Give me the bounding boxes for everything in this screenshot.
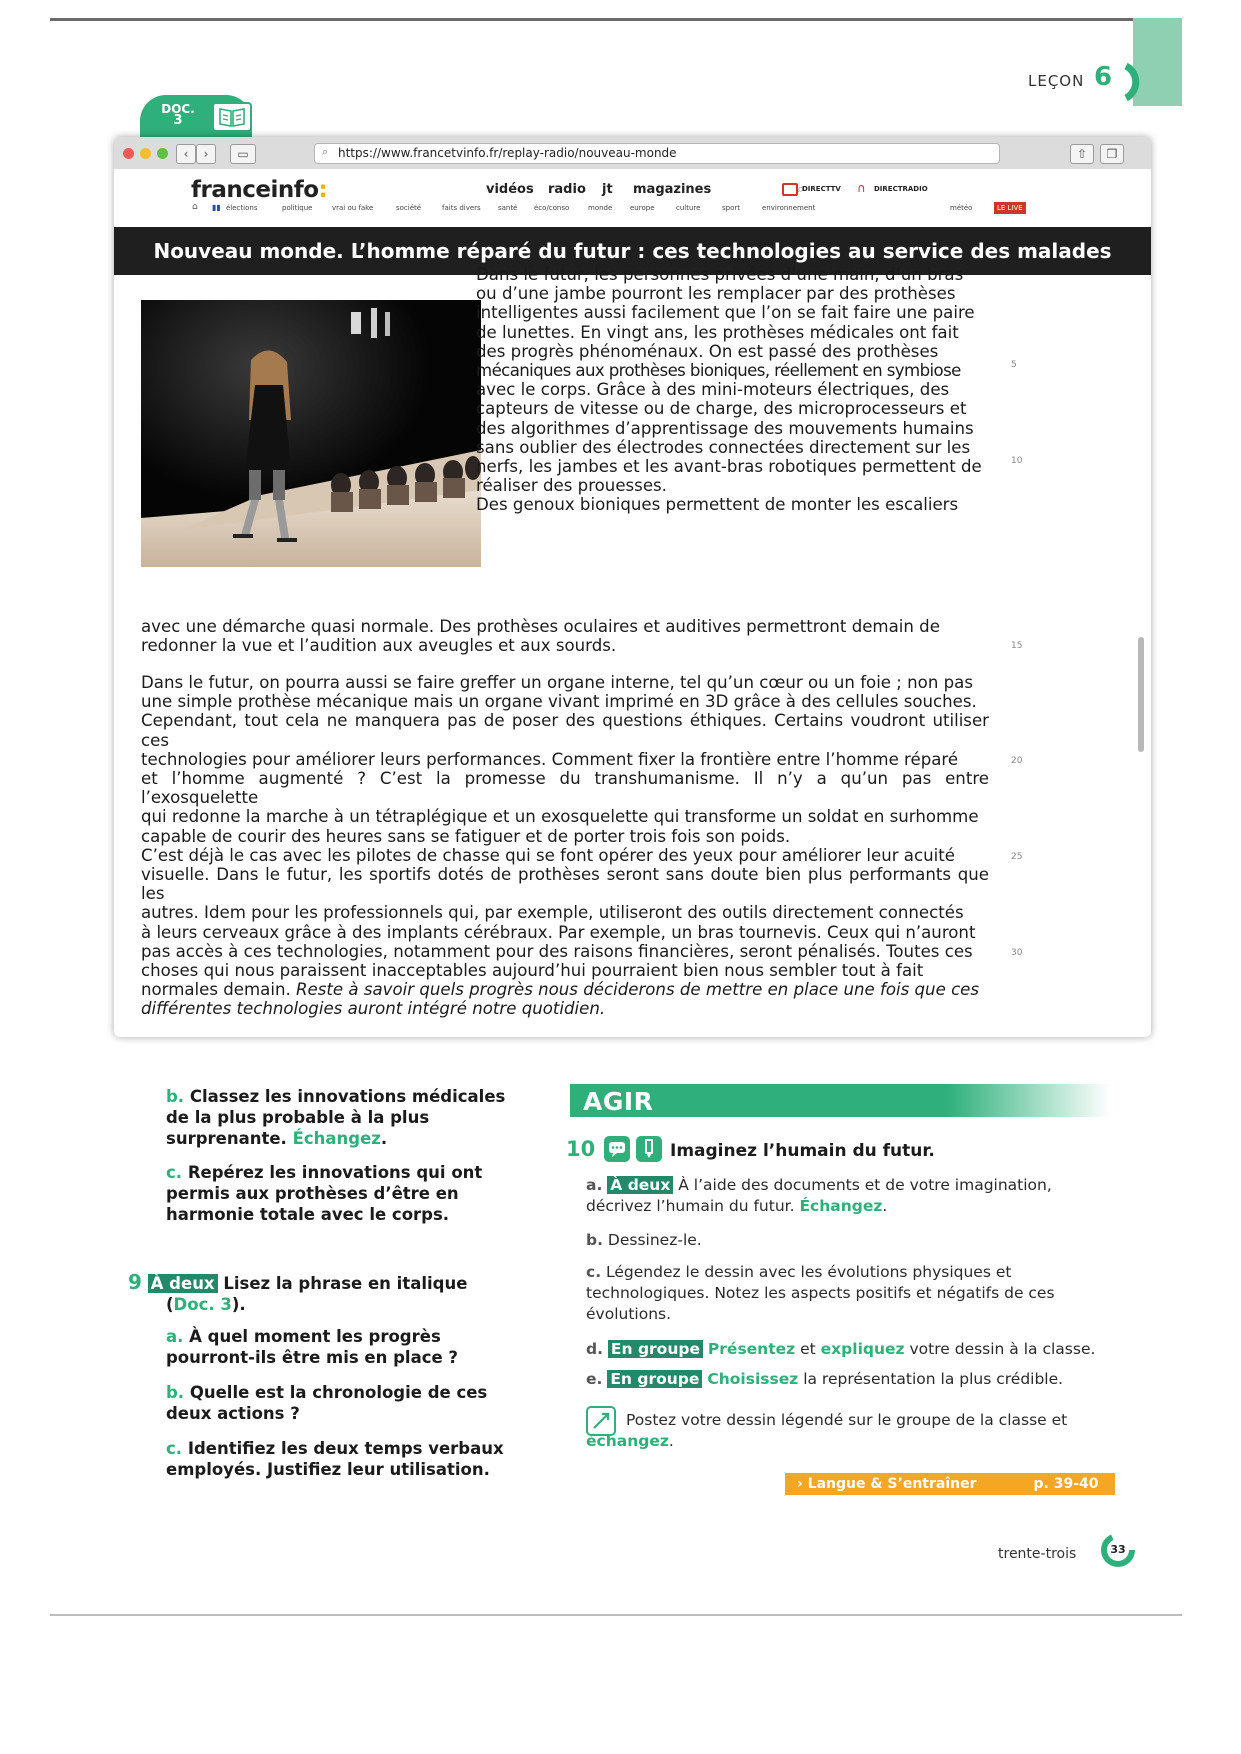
subnav-societe[interactable]: société <box>396 204 422 212</box>
reference-link[interactable]: › Langue & S’entraîner <box>785 1473 1017 1495</box>
question-9a <box>166 1326 546 1368</box>
line-number: 15 <box>1011 641 1023 651</box>
activity-text: évolutions. <box>586 1305 672 1323</box>
question-text: harmonie totale avec le corps. <box>166 1205 450 1224</box>
question-text: surprenante. <box>166 1129 287 1148</box>
nav-magazines[interactable]: magazines <box>633 182 712 197</box>
site-search-icon[interactable]: ⌕ <box>797 182 805 197</box>
article-line: à leurs cerveaux grâce à des implants cérébraux. Par exemple, un bras tournevis. Ceux qui n’auront <box>141 922 976 942</box>
article-line: et l’homme augmenté ? C’est la promesse du transhumanisme. Il n’y a qu’un pas entre l’exosquelette <box>141 769 989 808</box>
question-line <box>128 1294 548 1315</box>
reference-label: Langue & S’entraîner <box>807 1476 977 1492</box>
article-italic: Reste à savoir quels progrès nous déciderons de mettre en place une fois que ces <box>296 980 980 1000</box>
article-line: capable de courir des heures sans se fatiguer et de porter trois fois son poids. <box>141 826 791 846</box>
article-photo <box>141 300 481 567</box>
article-line: pas accès à ces technologies, notamment pour des raisons financières, seront pénalisés. Toutes ces <box>141 941 973 961</box>
subnav-sport[interactable]: sport <box>722 204 740 212</box>
article-line: Dans le futur, on pourra aussi se faire greffer un organe interne, tel qu’un cœur ou un foie ; non pas <box>141 673 973 692</box>
activity-number: 10 <box>566 1137 596 1161</box>
activity-10a <box>586 1175 1126 1217</box>
article-paragraph-2-rest <box>141 617 989 655</box>
reference-arrow <box>1005 1473 1017 1495</box>
line-number: 10 <box>1011 456 1023 466</box>
question-text: ). <box>231 1295 246 1314</box>
brand-name: franceinfo <box>191 177 319 203</box>
activity-text: et <box>800 1340 816 1358</box>
activity-letter: d. <box>586 1340 603 1358</box>
activity-text: Postez votre dessin légendé sur le groupe de la classe et <box>626 1411 1068 1429</box>
activity-10d <box>586 1339 1146 1360</box>
activity-letter: b. <box>586 1231 603 1249</box>
article-line: intelligentes aussi facilement que l’on se fait faire une paire <box>476 303 975 323</box>
subnav-eco-conso[interactable]: éco/conso <box>534 204 570 212</box>
article-line: mécaniques aux prothèses bioniques, réellement en symbiose <box>476 361 961 381</box>
article-line: visuelle. Dans le futur, les sportifs dotés de prothèses seront sans doute bien plus performants que les <box>141 865 989 904</box>
article-line: qui redonne la marche à un tétraplégique et un exosquelette qui transforme un soldat en surhomme <box>141 807 979 827</box>
activity-line: échangez. <box>586 1432 674 1450</box>
article-headline: Nouveau monde. L’homme réparé du futur : ces technologies au service des malades <box>153 239 1112 263</box>
speech-bubble-icon <box>604 1136 630 1162</box>
doc-label: DOC. <box>161 102 195 116</box>
share-icon[interactable]: ⇧ <box>1070 144 1094 164</box>
book-icon <box>212 102 252 132</box>
activity-text: Dessinez-le. <box>607 1231 702 1249</box>
subnav-culture[interactable]: culture <box>676 204 701 212</box>
subnav-europe[interactable]: europe <box>630 204 655 212</box>
question-text: employés. Justifiez leur utilisation. <box>166 1460 490 1479</box>
article-paragraph-3 <box>141 673 989 1019</box>
forward-icon[interactable]: › <box>196 144 216 164</box>
article-line: autres. Idem pour les professionnels qui, par exemple, utiliseront des outils directement connectés <box>141 903 964 923</box>
subnav-environnement[interactable]: environnement <box>762 204 816 212</box>
article-italic: différentes technologies auront intégré notre quotidien. <box>141 999 606 1019</box>
tabs-icon[interactable]: ❐ <box>1100 144 1124 164</box>
doc-badge-label <box>150 103 206 127</box>
explain-keyword: expliquez <box>820 1340 905 1358</box>
article-line: technologies pour améliorer leurs performances. Comment fixer la frontière entre l’homme réparé <box>141 749 959 769</box>
question-line <box>166 1438 546 1459</box>
question-text: À quel moment les progrès <box>189 1327 441 1346</box>
pair-work-tag: À deux <box>148 1274 218 1293</box>
activity-letter: a. <box>586 1176 603 1194</box>
activity-10b <box>586 1230 1126 1251</box>
article-line: des algorithmes d’apprentissage des mouvements humains <box>476 418 974 438</box>
question-text: de la plus probable à la plus <box>166 1108 430 1127</box>
activity-title: Imaginez l’humain du futur. <box>670 1141 935 1161</box>
group-work-tag: En groupe <box>608 1340 703 1358</box>
activity-line <box>586 1175 1126 1196</box>
line-number: 30 <box>1011 948 1023 958</box>
live-badge[interactable]: LE LIVE <box>994 202 1026 214</box>
question-letter: b. <box>166 1383 185 1402</box>
activity-post <box>586 1410 1126 1452</box>
activity-text: technologiques. Notez les aspects positifs et négatifs de ces <box>586 1284 1055 1302</box>
pencil-icon <box>636 1136 662 1162</box>
browser-window <box>114 137 1151 1037</box>
article-line: Des genoux bioniques permettent de monter les escaliers <box>476 495 959 515</box>
close-window-button[interactable] <box>123 148 134 159</box>
reference-pages[interactable]: p. 39-40 <box>1017 1473 1115 1495</box>
url-text: https://www.francetvinfo.fr/replay-radio/nouveau-monde <box>338 146 677 160</box>
article-paragraph-1 <box>476 265 989 515</box>
subnav-elections[interactable]: élections <box>226 204 258 212</box>
article-line: capteurs de vitesse ou de charge, des microprocesseurs et <box>476 399 967 419</box>
question-8b <box>166 1086 536 1149</box>
activity-line: décrivez l’humain du futur. Échangez. <box>586 1197 888 1215</box>
page-number-badge <box>1100 1532 1136 1568</box>
article-line: sans oublier des électrodes connectées directement sur les <box>476 437 971 457</box>
direct-tv-link[interactable]: DIRECTTV <box>802 185 841 193</box>
choose-keyword: Choisissez <box>707 1370 799 1388</box>
question-letter: c. <box>166 1163 183 1182</box>
question-9c <box>166 1438 546 1480</box>
question-9 <box>128 1272 548 1315</box>
back-icon[interactable]: ‹ <box>176 144 196 164</box>
article-line: Cependant, tout cela ne manquera pas de poser des questions éthiques. Certains voudront utiliser ces <box>141 711 989 750</box>
question-line <box>166 1326 546 1347</box>
question-text: ( <box>166 1295 174 1314</box>
question-text: permis aux prothèses d’être en <box>166 1184 459 1203</box>
article-line: ou d’une jambe pourront les remplacer par des prothèses <box>476 284 956 304</box>
question-text: Classez les innovations médicales <box>189 1087 506 1106</box>
activity-text: votre dessin à la classe. <box>909 1340 1096 1358</box>
nav-videos[interactable]: vidéos <box>486 182 534 197</box>
line-number: 25 <box>1011 852 1023 862</box>
question-text: pourront-ils être mis en place ? <box>166 1348 458 1367</box>
bottom-rule <box>50 1614 1182 1616</box>
sidebar-icon[interactable]: ▭ <box>230 144 256 164</box>
minimize-window-button[interactable] <box>140 148 151 159</box>
exchange-keyword: Échangez <box>292 1129 381 1148</box>
question-text: Identifiez les deux temps verbaux <box>187 1439 504 1458</box>
question-text: deux actions ? <box>166 1404 300 1423</box>
exchange-keyword: Échangez <box>799 1197 883 1215</box>
activity-text: À l’aide des documents et de votre imagination, <box>678 1176 1052 1194</box>
article-line: de lunettes. En vingt ans, les prothèses médicales ont fait <box>476 322 959 342</box>
question-text: Repérez les innovations qui ont <box>187 1163 483 1182</box>
article-line: réaliser des prouesses. <box>476 476 667 496</box>
doc-number: 3 <box>173 113 183 128</box>
article-line: redonner la vue et l’audition aux aveugles et aux sourds. <box>141 636 617 656</box>
subnav-politique[interactable]: politique <box>282 204 313 212</box>
scrollbar[interactable] <box>1138 637 1144 752</box>
maximize-window-button[interactable] <box>157 148 168 159</box>
lesson-arc-icon <box>1122 62 1158 102</box>
doc-reference: Doc. 3 <box>173 1295 232 1314</box>
subnav-vrai-ou-fake[interactable]: vrai ou fake <box>332 204 374 212</box>
subnav-monde[interactable]: monde <box>588 204 613 212</box>
question-letter: c. <box>166 1439 183 1458</box>
site-logo[interactable] <box>191 177 327 203</box>
article-line: Dans le futur, les personnes privées d’une main, d’un bras <box>476 265 964 284</box>
home-icon[interactable]: ⌂ <box>192 202 198 212</box>
direct-radio-link[interactable]: DIRECTRADIO <box>874 185 928 193</box>
lesson-label: LEÇON <box>1028 72 1085 90</box>
activity-text: Légendez le dessin avec les évolutions physiques et <box>606 1263 1012 1281</box>
article-line: nerfs, les jambes et les avant-bras robotiques permettent de <box>476 457 982 477</box>
question-line <box>166 1162 536 1183</box>
pair-work-tag: À deux <box>607 1176 673 1194</box>
brand-colon: : <box>318 177 328 203</box>
agir-title: AGIR <box>583 1087 654 1116</box>
line-number: 20 <box>1011 756 1023 766</box>
present-keyword: Présentez <box>707 1340 796 1358</box>
tv-icon <box>782 183 798 196</box>
question-number: 9 <box>128 1270 142 1294</box>
question-letter: a. <box>166 1327 184 1346</box>
article-line: une simple prothèse mécanique mais un organe vivant imprimé en 3D grâce à des cellules souches. <box>141 692 977 712</box>
question-8c <box>166 1162 536 1225</box>
exchange-keyword: échangez <box>586 1432 669 1450</box>
activity-10c <box>586 1262 1126 1325</box>
question-text: Quelle est la chronologie de ces <box>189 1383 488 1402</box>
page-number: 33 <box>1110 1543 1126 1556</box>
subnav-sante[interactable]: santé <box>498 204 518 212</box>
page-number-word: trente-trois <box>998 1546 1077 1562</box>
article-line <box>141 999 989 1018</box>
article-line: avec une démarche quasi normale. Des prothèses oculaires et auditives permettront demain de <box>141 617 940 636</box>
headphones-icon: ∩ <box>857 181 866 195</box>
subnav-faits-divers[interactable]: faits divers <box>442 204 481 212</box>
nav-jt[interactable]: jt <box>602 182 613 197</box>
activity-letter: c. <box>586 1263 602 1281</box>
activity-10e <box>586 1369 1146 1390</box>
activity-letter: e. <box>586 1370 603 1388</box>
group-work-tag: En groupe <box>607 1370 702 1388</box>
activity-text: décrivez l’humain du futur. <box>586 1197 795 1215</box>
question-line: surprenante. Échangez. <box>166 1129 388 1148</box>
article-text: normales demain. <box>141 980 297 1000</box>
article-line: des progrès phénoménaux. On est passé des prothèses <box>476 341 939 361</box>
article-line: avec le corps. Grâce à des mini-moteurs électriques, des <box>476 380 950 400</box>
activity-line <box>586 1262 1126 1283</box>
question-line <box>166 1086 536 1107</box>
search-icon: ⌕ <box>322 145 329 158</box>
question-line <box>166 1382 546 1403</box>
question-line <box>128 1272 548 1294</box>
subnav-meteo[interactable]: météo <box>950 204 973 212</box>
line-number: 5 <box>1011 360 1017 370</box>
question-9b <box>166 1382 546 1424</box>
nav-radio[interactable]: radio <box>548 182 586 197</box>
top-rule <box>50 18 1182 21</box>
question-letter: b. <box>166 1087 185 1106</box>
article-line: choses qui nous paraissent inacceptables aujourd’hui pourraient bien nous sembler tout à fait <box>141 961 924 981</box>
article-line: C’est déjà le cas avec les pilotes de chasse qui se font opérer des yeux pour améliorer leur acuité <box>141 845 955 865</box>
activity-text: la représentation la plus crédible. <box>803 1370 1064 1388</box>
flag-icon: ▮▮ <box>212 203 221 212</box>
lesson-number: 6 <box>1094 62 1113 92</box>
question-text: Lisez la phrase en italique <box>223 1274 468 1293</box>
article-line <box>141 980 989 999</box>
